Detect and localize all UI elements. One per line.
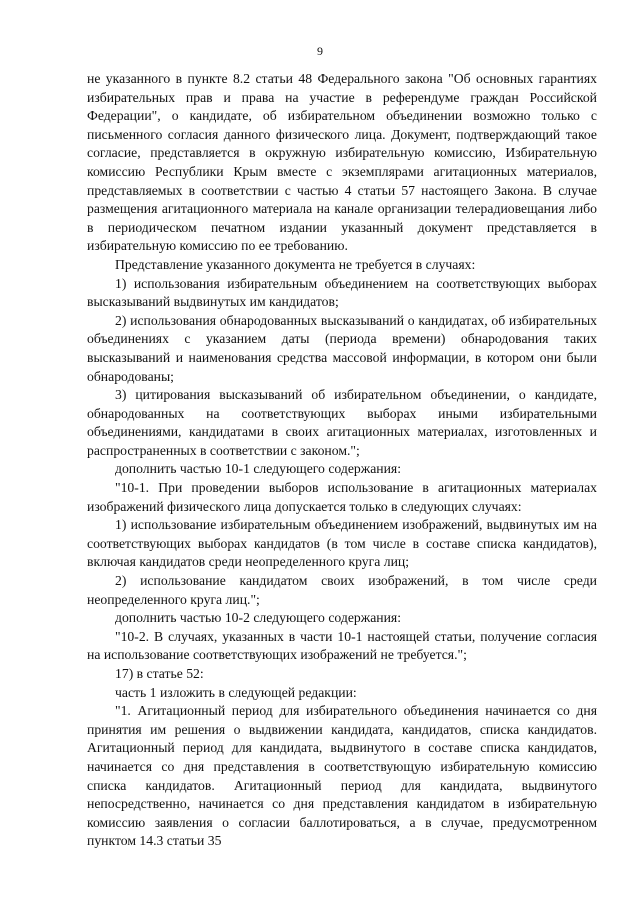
paragraph-6: дополнить частью 10-1 следующего содержания: (115, 461, 402, 477)
paragraph-10: дополнить частью 10-2 следующего содержания: (115, 610, 402, 626)
paragraph-9: 2) использование кандидатом своих изображений, в том числе среди неопределенного круга лиц."; (87, 573, 597, 607)
paragraph-8: 1) использование избирательным объединением изображений, выдвинутых им на соответствующих выборах кандидатов (в том числе в составе списка кандидатов), включая кандидатов среди неопределенного круга лиц; (87, 517, 597, 570)
paragraph-4: 2) использования обнародованных высказываний о кандидатах, об избирательных объединениях с указанием даты (периода времени) обнародования таких высказываний и наименования средства массовой информации, в котором они были обнародованы; (87, 312, 597, 384)
paragraph-1: не указанного в пункте 8.2 статьи 48 Федерального закона "Об основных гарантиях избирательных прав и права на участие в референдуме граждан Российской Федерации", о кандидате, об избирательном объединении возможно только с письменного согласия данного физического лица. Документ, подтверждающий такое согласие, представляется в окружную избирательную комиссию, Избирательную комиссию Республики Крым вместе с экземплярами агитационных материалов, представляемых в соответствии с частью 4 статьи 57 настоящего Закона. В случае размещения агитационного материала на канале организации телерадиовещания либо в периодическом печатном издании указанный документ представляется в избирательную комиссию по ее требованию. (87, 71, 597, 254)
paragraph-5: 3) цитирования высказываний об избирательном объединении, о кандидате, обнародованных на соответствующих выборах иными избирательными объединениями, кандидатами в своих агитационных материалах, изготовленных и распространенных в соответствии с законом."; (87, 387, 597, 458)
paragraph-12: 17) в статье 52: (115, 666, 204, 681)
paragraph-7: "10-1. При проведении выборов использование в агитационных материалах изображений физического лица допускается только в следующих случаях: (87, 480, 597, 514)
paragraph-14: "1. Агитационный период для избирательного объединения начинается со дня принятия им решения о выдвижении кандидата, кандидатов, списка кандидатов. Агитационный период для кандидата, выдвинутого в составе списка кандидатов, начинается со дня представления в соответствующую избирательную комиссию списка кандидатов. Агитационный период для кандидата, выдвинутого непосредственно, начинается со дня представления кандидатом в избирательную комиссию заявления о согласии баллотироваться, а в случае, предусмотренном пунктом 14.3 статьи 35 (87, 703, 597, 849)
paragraph-11: "10-2. В случаях, указанных в части 10-1 настоящей статьи, получение согласия на использование соответствующих изображений не требуется."; (87, 628, 597, 663)
document-body (87, 70, 597, 851)
paragraph-13: часть 1 изложить в следующей редакции: (115, 684, 357, 700)
page-number: 9 (317, 44, 323, 58)
paragraph-3: 1) использования избирательным объединением на соответствующих выборах высказываний выдвинутых им кандидатов; (87, 275, 597, 310)
paragraph-2: Представление указанного документа не требуется в случаях: (115, 256, 476, 272)
